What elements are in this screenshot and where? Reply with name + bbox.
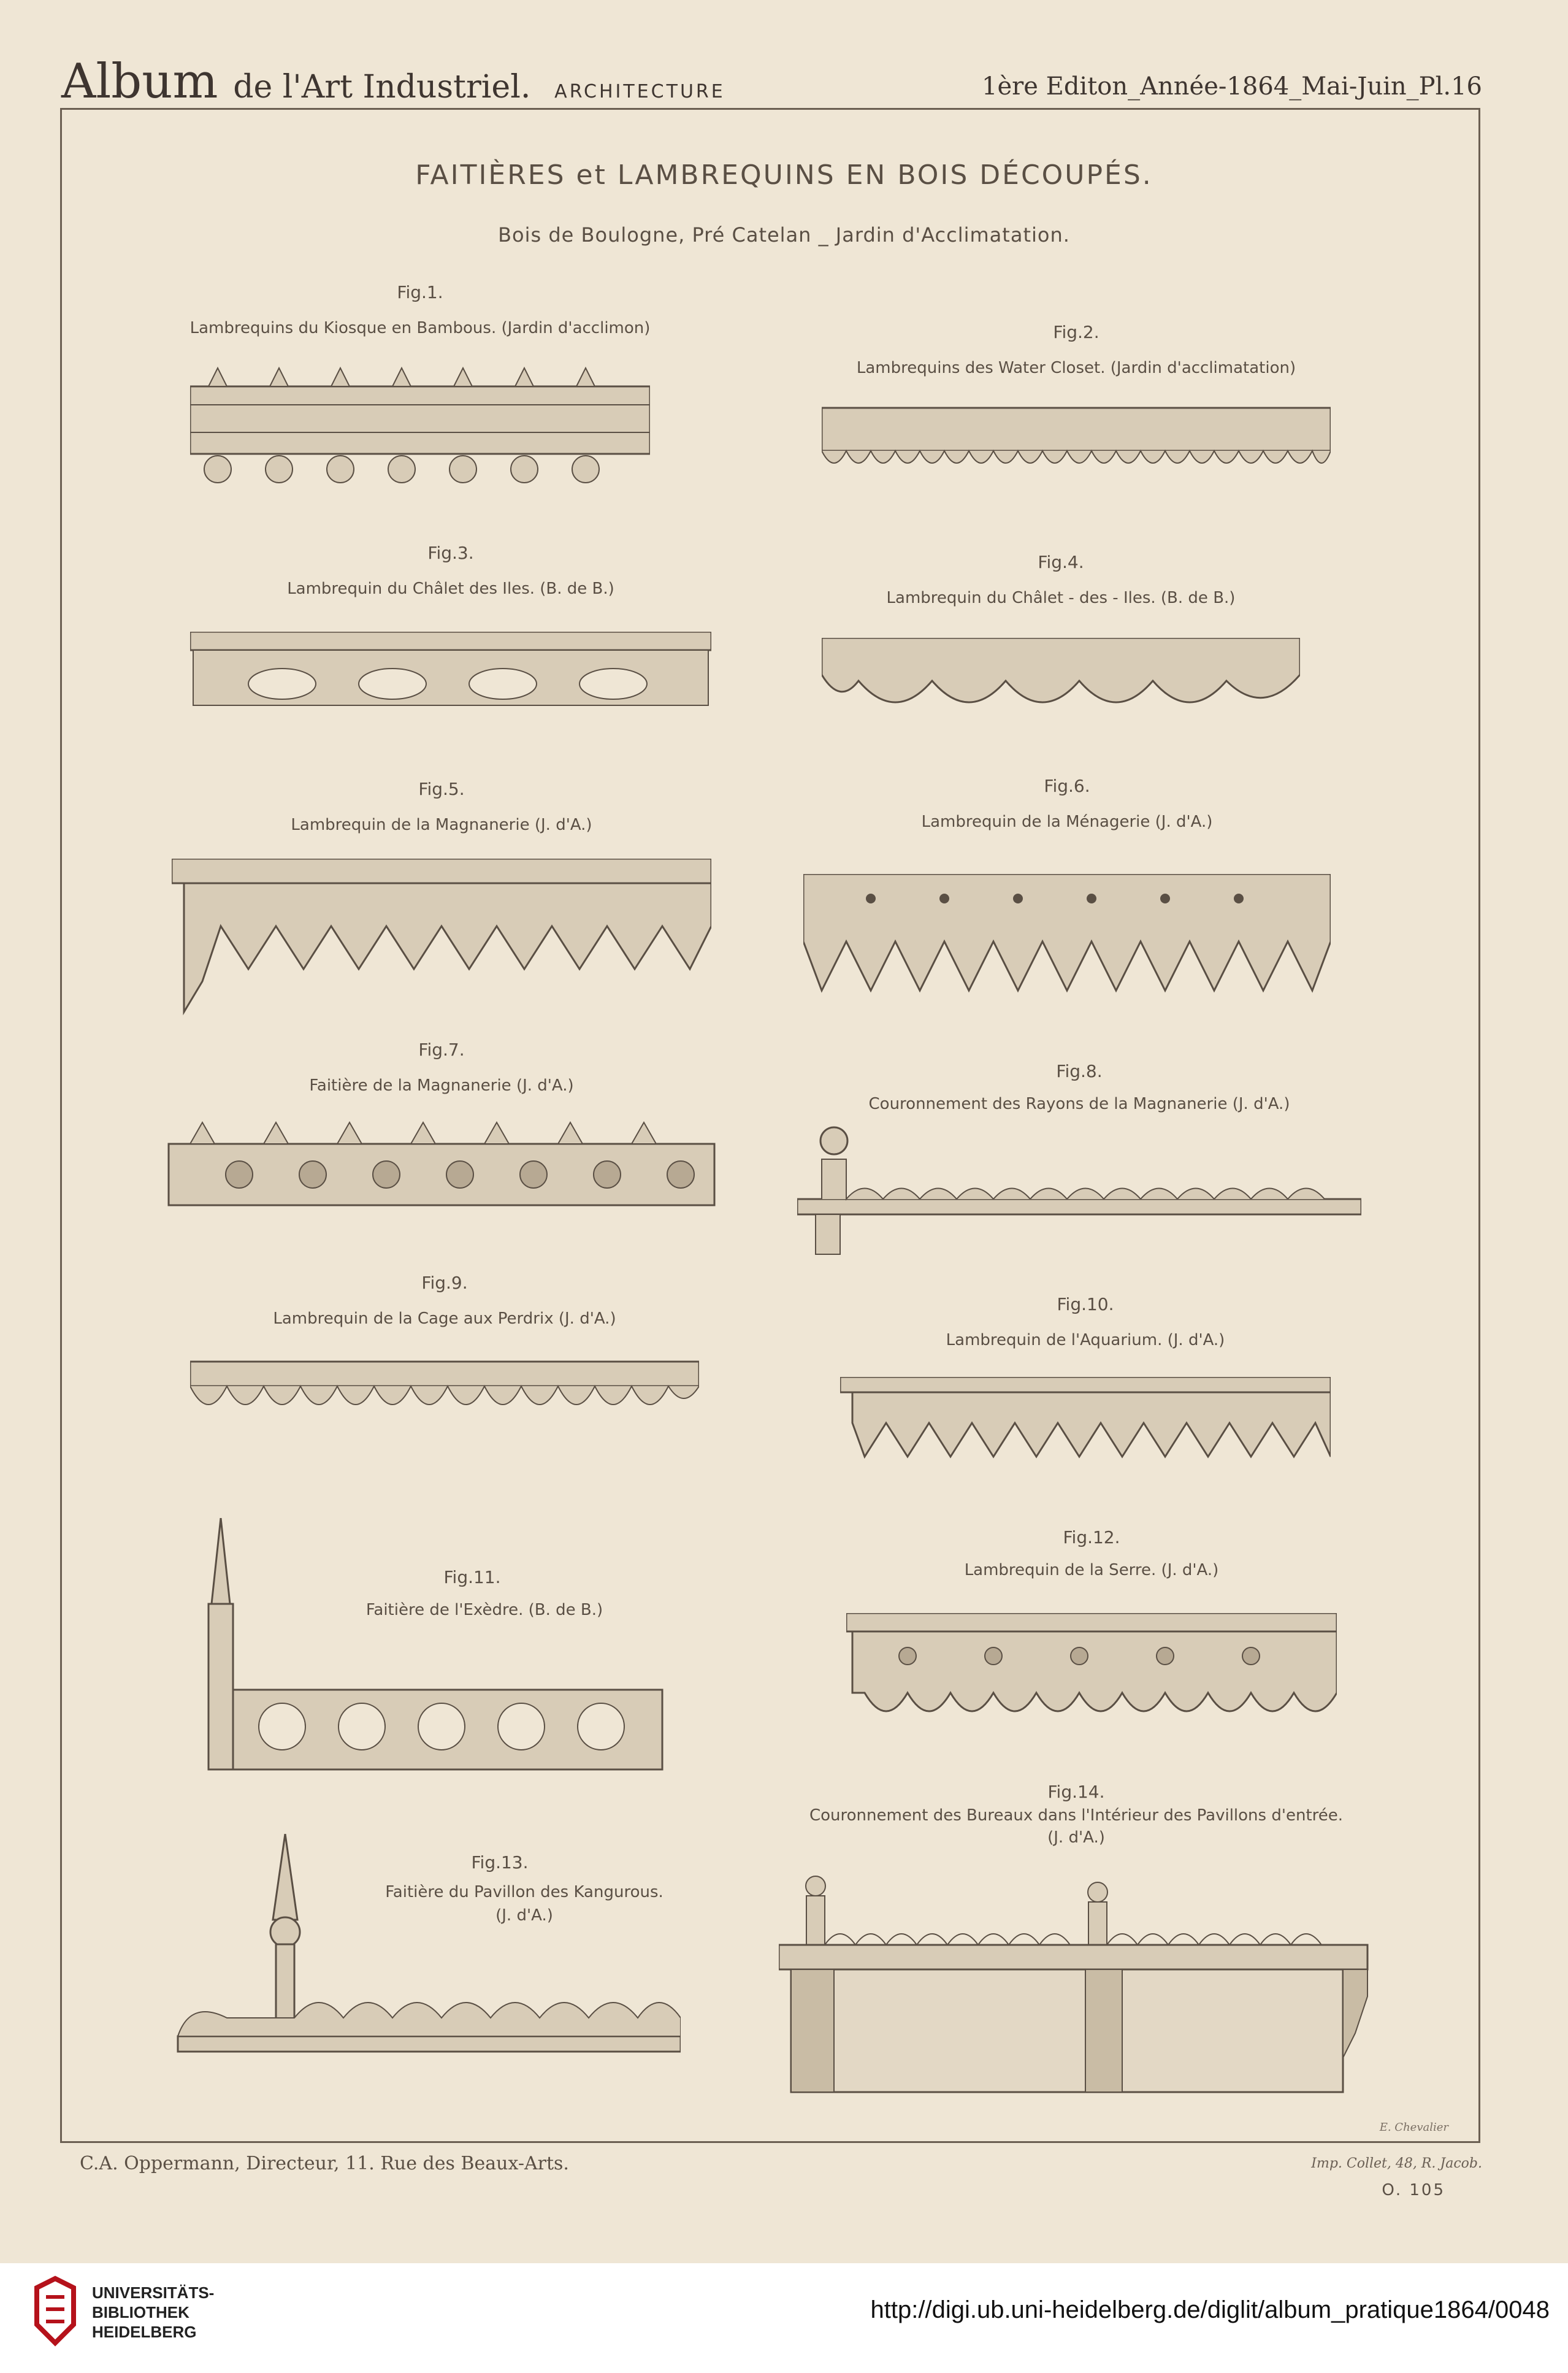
- figure-caption: Lambrequin de l'Aquarium. (J. d'A.): [946, 1331, 1225, 1349]
- plate-title: FAITIÈRES et LAMBREQUINS EN BOIS DÉCOUPÉS.: [415, 159, 1153, 191]
- figure-5: [172, 779, 711, 1024]
- figure-8: [797, 1061, 1361, 1257]
- figure-label: Fig.11.: [443, 1567, 501, 1587]
- lambrequin-drawing: [803, 874, 1331, 997]
- lambrequin-drawing: [190, 1355, 699, 1435]
- figure-10: [840, 1294, 1331, 1466]
- album-header: [61, 54, 725, 109]
- figure-14: [779, 1782, 1374, 2101]
- edition-line: 1ère Editon_Année-1864_Mai-Juin_Pl.16: [982, 72, 1482, 101]
- figure-caption: Lambrequin de la Cage aux Perdrix (J. d'A.): [273, 1309, 616, 1328]
- lambrequin-drawing: [846, 1613, 1337, 1736]
- faitiere-drawing: [166, 1119, 717, 1211]
- figure-caption-source: (J. d'A.): [495, 1906, 553, 1925]
- faitiere-drawing: [172, 1834, 681, 2061]
- figure-4: [822, 552, 1300, 736]
- figure-label: Fig.2.: [1053, 322, 1100, 342]
- figure-label: Fig.7.: [418, 1040, 465, 1060]
- figure-1: [190, 282, 650, 497]
- figure-caption: Lambrequin du Châlet des Iles. (B. de B.): [287, 580, 614, 598]
- figure-11: [202, 1518, 668, 1776]
- figure-caption: Lambrequins des Water Closet. (Jardin d'acclimatation): [856, 359, 1296, 377]
- faitiere-drawing: [202, 1518, 668, 1776]
- figure-caption: Lambrequin de la Serre. (J. d'A.): [964, 1561, 1219, 1579]
- album-word: Album: [61, 54, 218, 109]
- figure-caption: Lambrequin de la Ménagerie (J. d'A.): [921, 813, 1213, 831]
- figure-caption: Lambrequin du Châlet - des - Iles. (B. de B.): [886, 589, 1236, 607]
- figure-caption: Couronnement des Rayons de la Magnanerie (J. d'A.): [868, 1095, 1290, 1113]
- figure-label: Fig.9.: [421, 1273, 468, 1293]
- figure-label: Fig.4.: [1038, 552, 1084, 572]
- figure-6: [803, 776, 1331, 997]
- lambrequin-drawing: [840, 1377, 1331, 1463]
- figure-13: [172, 1834, 681, 2061]
- lambrequin-drawing: [822, 402, 1331, 481]
- couronnement-drawing: [779, 1874, 1374, 2101]
- figure-caption: Faitière de l'Exèdre. (B. de B.): [365, 1601, 603, 1619]
- figure-7: [166, 1040, 717, 1217]
- engraver-signature: E. Chevalier: [1379, 2121, 1448, 2134]
- lambrequin-drawing: [822, 638, 1300, 730]
- figure-3: [190, 543, 711, 727]
- figure-caption: Lambrequin de la Magnanerie (J. d'A.): [291, 816, 592, 834]
- couronnement-drawing: [797, 1122, 1361, 1257]
- figure-caption: Couronnement des Bureaux dans l'Intérieur des Pavillons d'entrée.: [809, 1806, 1344, 1825]
- library-name: [92, 2283, 214, 2342]
- section-label: ARCHITECTURE: [554, 81, 725, 102]
- figure-caption: Lambrequins du Kiosque en Bambous. (Jardin d'acclimon): [189, 319, 651, 337]
- university-logo-icon: [31, 2275, 80, 2349]
- library-line-3: HEIDELBERG: [92, 2323, 197, 2341]
- plate-number: O. 105: [1382, 2181, 1445, 2199]
- plate-subtitle: Bois de Boulogne, Pré Catelan _ Jardin d'Acclimatation.: [498, 223, 1070, 247]
- figure-label: Fig.12.: [1063, 1527, 1120, 1547]
- publisher-line: C.A. Oppermann, Directeur, 11. Rue des Beaux-Arts.: [80, 2153, 569, 2174]
- figure-caption-source: (J. d'A.): [1047, 1828, 1105, 1847]
- printer-line: Imp. Collet, 48, R. Jacob.: [1311, 2156, 1482, 2171]
- figure-label: Fig.10.: [1057, 1294, 1114, 1314]
- figure-12: [846, 1527, 1337, 1736]
- lambrequin-drawing: [190, 632, 711, 718]
- library-line-1: UNIVERSITÄTS-: [92, 2283, 215, 2302]
- figure-9: [190, 1273, 699, 1444]
- figure-label: Fig.13.: [471, 1852, 529, 1873]
- figure-label: Fig.14.: [1047, 1782, 1105, 1802]
- lambrequin-drawing: [190, 362, 650, 491]
- figure-label: Fig.6.: [1044, 776, 1090, 796]
- figure-caption: Faitière de la Magnanerie (J. d'A.): [309, 1076, 574, 1095]
- album-subtitle: de l'Art Industriel.: [233, 69, 531, 105]
- figure-label: Fig.3.: [427, 543, 474, 563]
- figure-caption: Faitière du Pavillon des Kangurous.: [385, 1883, 664, 1901]
- figure-label: Fig.1.: [397, 282, 443, 302]
- library-line-2: BIBLIOTHEK: [92, 2303, 189, 2321]
- figure-2: [822, 322, 1331, 488]
- source-url-link[interactable]: http://digi.ub.uni-heidelberg.de/diglit/album_pratique1864/0048: [870, 2296, 1550, 2323]
- figure-label: Fig.8.: [1056, 1061, 1103, 1081]
- figure-label: Fig.5.: [418, 779, 465, 799]
- lambrequin-drawing: [172, 859, 711, 1024]
